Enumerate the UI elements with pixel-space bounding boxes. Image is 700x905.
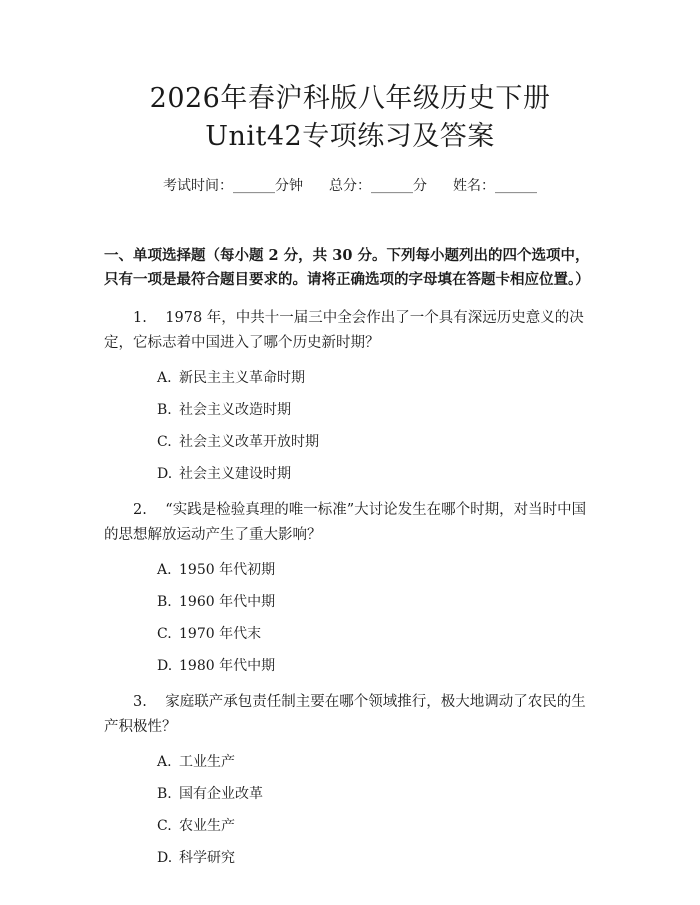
option-a (157, 752, 596, 772)
option-a (157, 368, 596, 388)
question-stem: 1978 年，中共十一届三中全会作出了一个具有深远历史意义的决定，它标志着中国进入了哪个历史新时期？ (104, 310, 584, 351)
option-c (157, 432, 596, 452)
time-blank: ______ (233, 178, 275, 194)
option-text: 国有企业改革 (179, 786, 263, 802)
option-text: 工业生产 (179, 754, 235, 770)
name-label: 姓名： (453, 178, 495, 194)
time-unit: 分钟 (275, 178, 303, 194)
question-1 (104, 306, 596, 484)
score-blank: ______ (371, 178, 413, 194)
option-text: 1950 年代初期 (179, 562, 276, 578)
question-3 (104, 690, 596, 868)
option-text: 1980 年代中期 (179, 658, 276, 674)
option-b (157, 400, 596, 420)
option-c (157, 624, 596, 644)
option-letter: C. (157, 434, 172, 450)
option-a (157, 560, 596, 580)
exam-info (104, 176, 596, 196)
option-letter: A. (157, 754, 172, 770)
question-text (104, 306, 596, 356)
option-text: 农业生产 (179, 818, 235, 834)
document-title: 2026年春沪科版八年级历史下册Unit42专项练习及答案 (149, 83, 551, 152)
option-d (157, 464, 596, 484)
question-stem: “实践是检验真理的唯一标准”大讨论发生在哪个时期，对当时中国的思想解放运动产生了重大影响？ (104, 502, 587, 543)
option-b (157, 784, 596, 804)
option-text: 社会主义改革开放时期 (179, 434, 319, 450)
option-letter: D. (157, 658, 173, 674)
option-letter: B. (157, 594, 172, 610)
option-letter: C. (157, 818, 172, 834)
name-blank: ______ (495, 178, 537, 194)
question-2 (104, 498, 596, 676)
option-text: 社会主义建设时期 (179, 466, 291, 482)
option-text: 社会主义改造时期 (179, 402, 291, 418)
option-d (157, 656, 596, 676)
option-text: 科学研究 (179, 850, 235, 866)
score-unit: 分 (413, 178, 427, 194)
section-heading: 一、单项选择题（每小题 2 分，共 30 分。下列每小题列出的四个选项中，只有一项是最符合题目要求的。请将正确选项的字母填在答题卡相应位置。） (104, 247, 590, 288)
option-text: 新民主主义革命时期 (179, 370, 305, 386)
option-letter: A. (157, 562, 172, 578)
score-label: 总分： (329, 178, 371, 194)
time-label: 考试时间： (163, 178, 233, 194)
option-b (157, 592, 596, 612)
option-text: 1970 年代末 (179, 626, 262, 642)
option-letter: D. (157, 466, 173, 482)
option-letter: B. (157, 402, 172, 418)
option-letter: A. (157, 370, 172, 386)
option-text: 1960 年代中期 (179, 594, 276, 610)
option-letter: D. (157, 850, 173, 866)
question-number: 2. (133, 502, 147, 518)
question-text (104, 498, 596, 548)
question-number: 1. (133, 310, 147, 326)
option-d (157, 848, 596, 868)
option-letter: B. (157, 786, 172, 802)
option-letter: C. (157, 626, 172, 642)
question-number: 3. (133, 694, 147, 710)
option-c (157, 816, 596, 836)
question-text (104, 690, 596, 740)
question-stem: 家庭联产承包责任制主要在哪个领域推行，极大地调动了农民的生产积极性？ (104, 694, 586, 735)
